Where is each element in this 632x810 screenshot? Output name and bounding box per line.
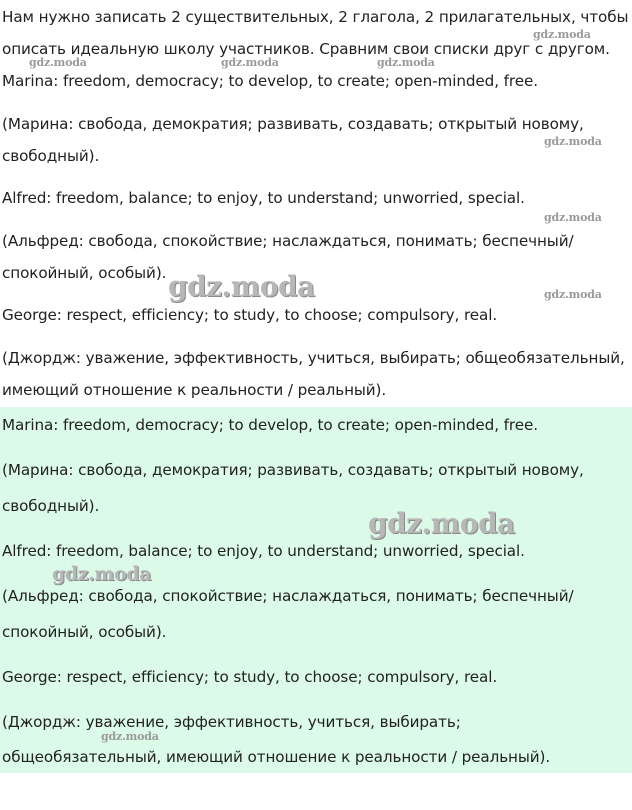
watermark-large: gdz.moda [168, 270, 315, 303]
box-george-russian-line-2: общеобязательный, имеющий отношение к реальности / реальный). [2, 748, 551, 766]
intro-line-2: описать идеальную школу участников. Сравним свои списки друг с другом. [2, 40, 610, 58]
alfred-russian-line-2: спокойный, особый). [2, 264, 167, 282]
watermark: gdz.moda [544, 135, 602, 148]
watermark: gdz.moda [101, 730, 159, 743]
watermark: gdz.moda [29, 56, 87, 69]
george-russian-line-2: имеющий отношение к реальности / реальный). [2, 381, 387, 399]
box-alfred-russian-line-1: (Альфред: свобода, спокойствие; наслаждаться, понимать; беспечный/ [2, 587, 574, 605]
watermark-large: gdz.moda [368, 507, 515, 540]
alfred-english: Alfred: freedom, balance; to enjoy, to understand; unworried, special. [2, 189, 525, 207]
box-marina-russian-line-1: (Марина: свобода, демократия; развивать, создавать; открытый новому, [2, 461, 584, 479]
box-alfred-english: Alfred: freedom, balance; to enjoy, to understand; unworried, special. [2, 542, 525, 560]
watermark: gdz.moda [533, 28, 591, 41]
box-george-english: George: respect, efficiency; to study, to choose; compulsory, real. [2, 668, 498, 686]
intro-line-1: Нам нужно записать 2 существительных, 2 глагола, 2 прилагательных, чтобы [2, 8, 629, 26]
watermark: gdz.moda [544, 211, 602, 224]
george-russian-line-1: (Джордж: уважение, эффективность, учиться, выбирать; общеобязательный, [2, 349, 625, 367]
watermark: gdz.moda [377, 56, 435, 69]
marina-russian-line-2: свободный). [2, 147, 100, 165]
box-alfred-russian-line-2: спокойный, особый). [2, 623, 167, 641]
box-marina-english: Marina: freedom, democracy; to develop, to create; open-minded, free. [2, 416, 538, 434]
watermark: gdz.moda [221, 56, 279, 69]
box-marina-russian-line-2: свободный). [2, 497, 100, 515]
marina-english: Marina: freedom, democracy; to develop, to create; open-minded, free. [2, 72, 538, 90]
watermark: gdz.moda [544, 288, 602, 301]
marina-russian-line-1: (Марина: свобода, демократия; развивать, создавать; открытый новому, [2, 115, 584, 133]
george-english: George: respect, efficiency; to study, to choose; compulsory, real. [2, 306, 498, 324]
watermark-medium: gdz.moda [52, 563, 152, 585]
box-george-russian-line-1: (Джордж: уважение, эффективность, учиться, выбирать; [2, 713, 461, 731]
alfred-russian-line-1: (Альфред: свобода, спокойствие; наслаждаться, понимать; беспечный/ [2, 232, 574, 250]
